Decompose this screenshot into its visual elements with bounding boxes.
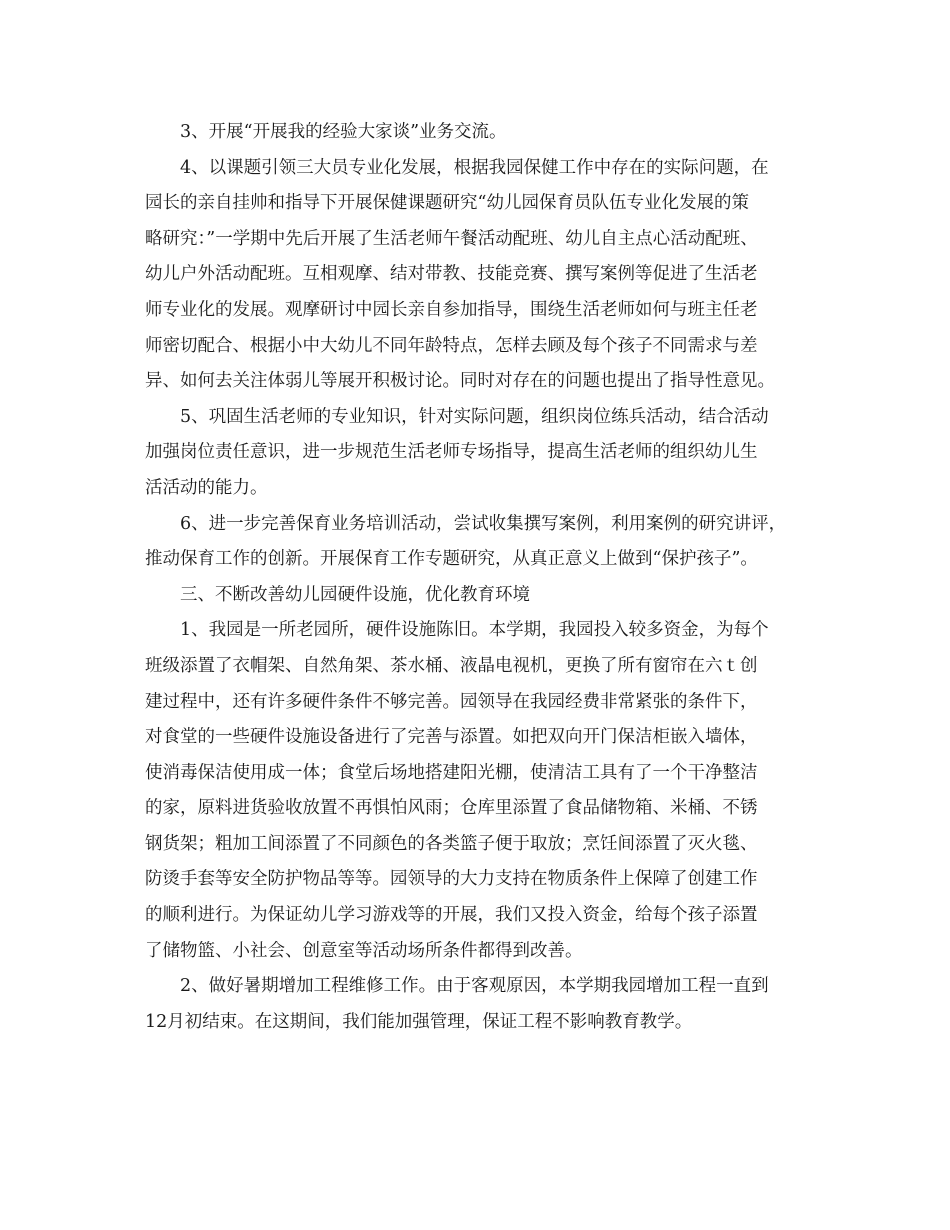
- text-line: 推动保育工作的创新。开展保育工作专题研究，从真正意义上做到“保护孩子”。: [145, 549, 758, 570]
- text-line: 5、巩固生活老师的专业知识，针对实际问题，组织岗位练兵活动，结合活动: [180, 406, 769, 427]
- text-line: 1、我园是一所老园所，硬件设施陈旧。本学期，我园投入较多资金，为每个: [180, 620, 769, 641]
- text-line: 使消毒保洁使用成一体；食堂后场地搭建阳光棚，使清洁工具有了一个干净整洁: [145, 762, 758, 783]
- text-line: 的家，原料进货验收放置不再惧怕风雨；仓库里添置了食品储物箱、米桶、不锈: [145, 798, 758, 819]
- document-body: [145, 115, 810, 1040]
- text-line: 防烫手套等安全防护物品等等。园领导的大力支持在物质条件上保障了创建工作: [145, 869, 758, 890]
- text-line: 了储物篮、小社会、创意室等活动场所条件都得到改善。: [145, 940, 583, 961]
- text-line: 师密切配合、根据小中大幼儿不同年龄特点，怎样去顾及每个孩子不同需求与差: [145, 335, 758, 356]
- text-line: 园长的亲自挂帅和指导下开展保健课题研究“幼儿园保育员队伍专业化发展的策: [145, 193, 749, 214]
- text-line: 4、以课题引领三大员专业化发展，根据我园保健工作中存在的实际问题，在: [180, 157, 769, 178]
- text-line: 3、开展“开展我的经验大家谈”业务交流。: [180, 122, 507, 142]
- text-line: 6、进一步完善保育业务培训活动，尝试收集撰写案例，利用案例的研究讲评，: [180, 513, 787, 534]
- text-line: 钢货架；粗加工间添置了不同颜色的各类篮子便于取放；烹饪间添置了灭火毯、: [145, 833, 758, 854]
- text-line: 建过程中，还有许多硬件条件不够完善。园领导在我园经费非常紧张的条件下，: [145, 691, 758, 712]
- text-line: 幼儿户外活动配班。互相观摩、结对带教、技能竞赛、撰写案例等促进了生活老: [145, 264, 758, 285]
- text-line: 2、做好暑期增加工程维修工作。由于客观原因，本学期我园增加工程一直到: [180, 976, 769, 997]
- text-line: 师专业化的发展。观摩研讨中园长亲自参加指导，围绕生活老师如何与班主任老: [145, 299, 758, 320]
- text-line: 的顺利进行。为保证幼儿学习游戏等的开展，我们又投入资金，给每个孩子添置: [145, 905, 758, 926]
- text-line: 活活动的能力。: [145, 477, 268, 498]
- text-line: 班级添置了衣帽架、自然角架、茶水桶、液晶电视机，更换了所有窗帘在六ｔ创: [145, 655, 758, 676]
- text-line: 对食堂的一些硬件设施设备进行了完善与添置。如把双向开门保洁柜嵌入墙体，: [145, 727, 758, 748]
- text-line: 略研究：”一学期中先后开展了生活老师午餐活动配班、幼儿自主点心活动配班、: [145, 228, 758, 249]
- text-line: 加强岗位责任意识，进一步规范生活老师专场指导，提高生活老师的组织幼儿生: [145, 442, 758, 463]
- text-line: 异、如何去关注体弱儿等展开积极讨论。同时对存在的问题也提出了指导性意见。: [145, 371, 775, 392]
- text-line: 三、不断改善幼儿园硬件设施，优化教育环境: [180, 584, 530, 605]
- text-line: 12月初结束。在这期间，我们能加强管理，保证工程不影响教育教学。: [145, 1011, 693, 1032]
